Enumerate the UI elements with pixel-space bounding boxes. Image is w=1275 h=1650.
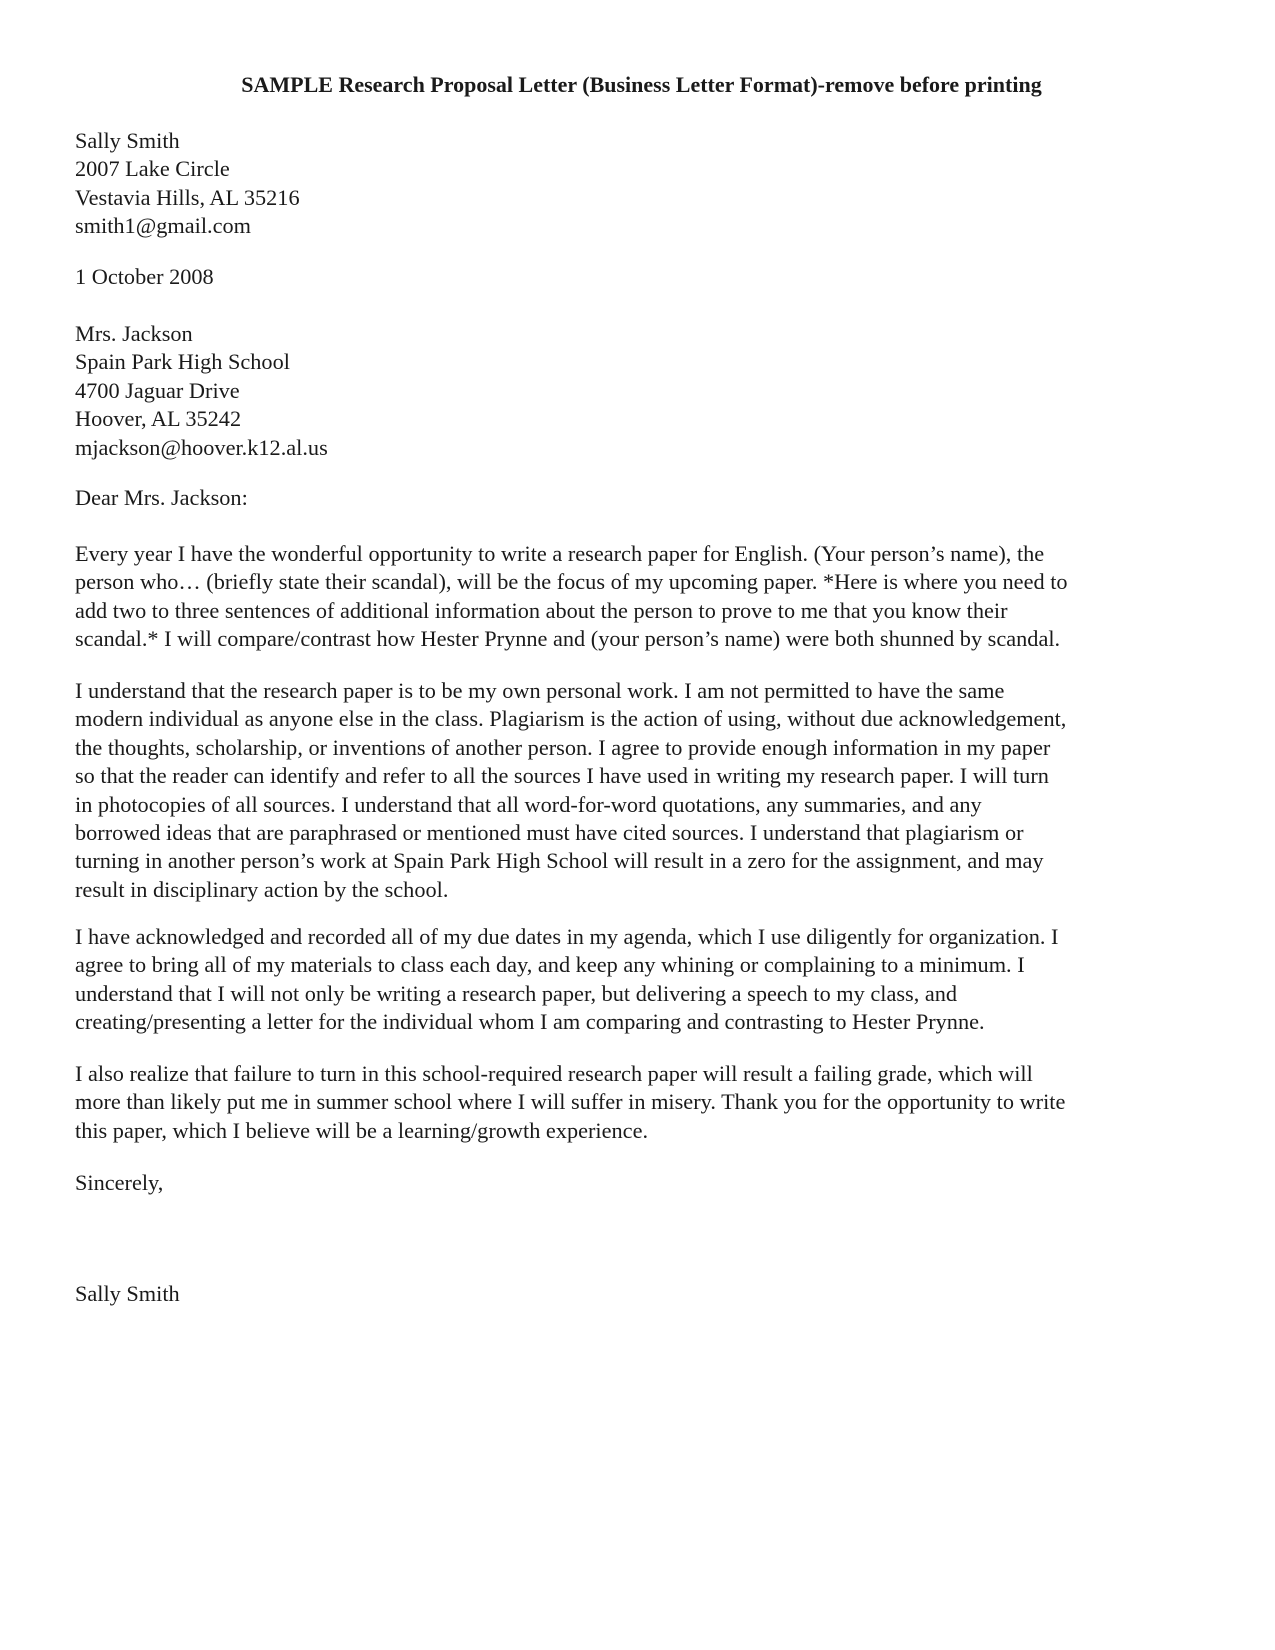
sender-street: 2007 Lake Circle (75, 156, 230, 182)
body-paragraph (75, 677, 1200, 904)
paragraph-line: add two to three sentences of additional information about the person to prove to me that you know their (75, 597, 1008, 623)
paragraph-line: the thoughts, scholarship, or inventions of another person. I agree to provide enough information in my paper (75, 734, 1051, 760)
paragraph-line: Every year I have the wonderful opportunity to write a research paper for English. (Your person’s name), the (75, 541, 1045, 566)
recipient-address-block (75, 320, 1200, 462)
salutation: Dear Mrs. Jackson: (75, 485, 248, 510)
letter-date-block (75, 263, 1200, 291)
body-paragraph (75, 540, 1200, 654)
paragraph-line: so that the reader can identify and refer to all the sources I have used in writing my research paper. I will turn (75, 763, 1049, 789)
paragraph-line: I also realize that failure to turn in this school-required research paper will result a failing grade, which will (75, 1061, 1033, 1086)
body-paragraph (75, 923, 1200, 1037)
signature-block (75, 1280, 1200, 1308)
recipient-city-state-zip: Hoover, AL 35242 (75, 406, 242, 432)
paragraph-line: result in disciplinary action by the school. (75, 876, 449, 902)
signature-name: Sally Smith (75, 1281, 180, 1306)
recipient-street: 4700 Jaguar Drive (75, 377, 240, 403)
sender-city-state-zip: Vestavia Hills, AL 35216 (75, 184, 300, 210)
sender-address-block (75, 127, 1200, 241)
recipient-email: mjackson@hoover.k12.al.us (75, 434, 328, 460)
closing-block (75, 1169, 1200, 1197)
paragraph-line: borrowed ideas that are paraphrased or mentioned must have cited sources. I understand that plagiarism or (75, 820, 1024, 846)
letter-date: 1 October 2008 (75, 264, 214, 289)
closing: Sincerely, (75, 1170, 164, 1195)
paragraph-line: scandal.* I will compare/contrast how Hester Prynne and (your person’s name) were both shunned by scandal. (75, 626, 1061, 652)
paragraph-line: I understand that the research paper is to be my own personal work. I am not permitted to have the same (75, 678, 1005, 703)
paragraph-line: more than likely put me in summer school where I will suffer in misery. Thank you for the opportunity to write (75, 1089, 1066, 1115)
paragraph-line: agree to bring all of my materials to class each day, and keep any whining or complaining to a minimum. I (75, 952, 1025, 978)
paragraph-line: person who… (briefly state their scandal), will be the focus of my upcoming paper. *Here is where you need to (75, 569, 1068, 595)
paragraph-line: understand that I will not only be writing a research paper, but delivering a speech to my class, and (75, 980, 958, 1006)
recipient-school: Spain Park High School (75, 349, 290, 375)
sender-email: smith1@gmail.com (75, 213, 251, 239)
letter-title-text: SAMPLE Research Proposal Letter (Business Letter Format)-remove before printing (241, 72, 1042, 97)
paragraph-line: turning in another person’s work at Spain Park High School will result in a zero for the assignment, and may (75, 848, 1044, 874)
paragraph-line: this paper, which I believe will be a learning/growth experience. (75, 1117, 649, 1143)
paragraph-line: modern individual as anyone else in the class. Plagiarism is the action of using, without due acknowledgement, (75, 706, 1067, 732)
salutation-block (75, 484, 1200, 512)
paragraph-line: I have acknowledged and recorded all of my due dates in my agenda, which I use diligently for organization. I (75, 924, 1059, 949)
recipient-name: Mrs. Jackson (75, 321, 193, 346)
body-paragraph (75, 1060, 1200, 1145)
sender-name: Sally Smith (75, 128, 180, 153)
paragraph-line: in photocopies of all sources. I understand that all word-for-word quotations, any summaries, and any (75, 791, 982, 817)
paragraph-line: creating/presenting a letter for the individual whom I am comparing and contrasting to Hester Prynne. (75, 1009, 985, 1035)
letter-title (0, 71, 1275, 99)
